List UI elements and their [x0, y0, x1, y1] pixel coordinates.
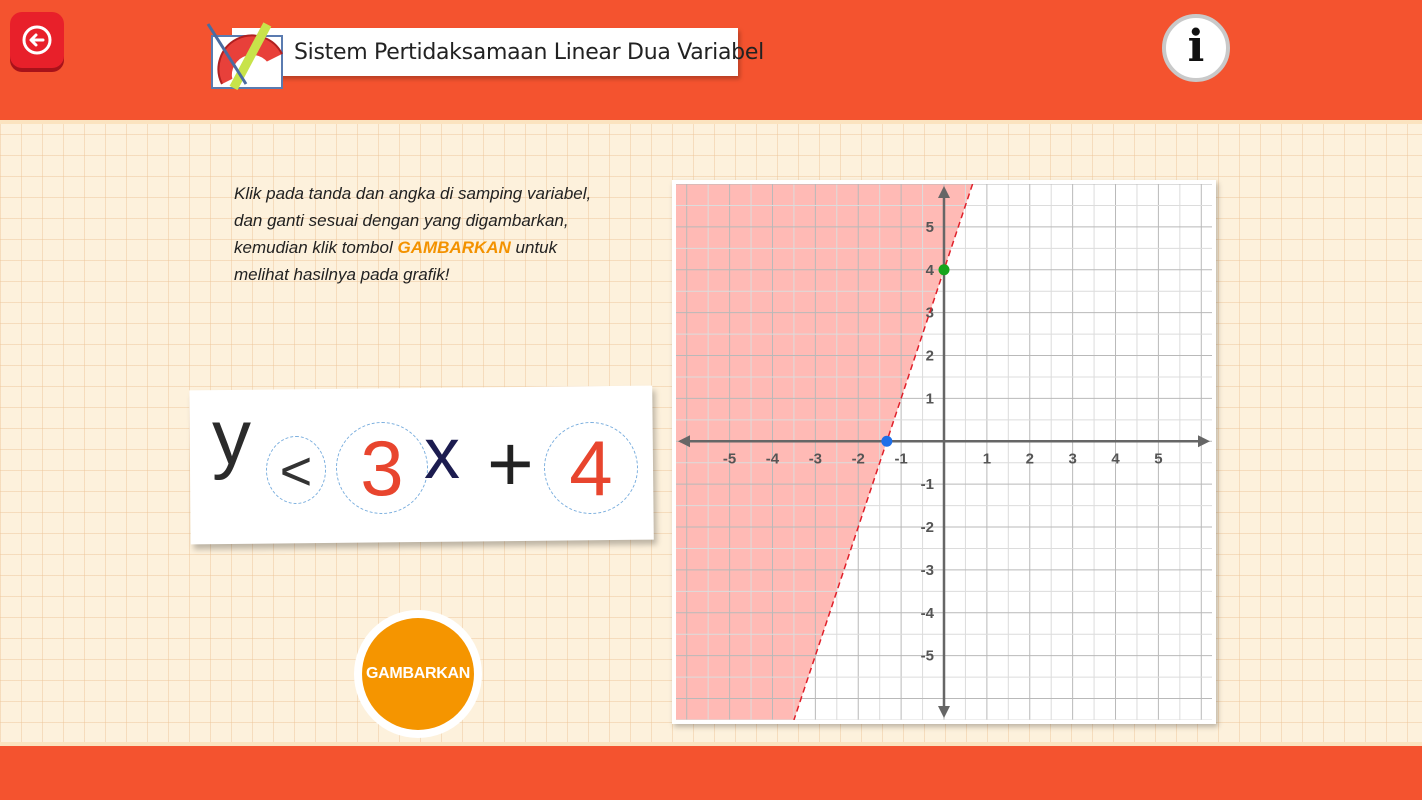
x-tick-label: 2 [1025, 450, 1034, 468]
y-tick-label: 5 [925, 218, 934, 236]
draw-button[interactable]: GAMBARKAN [362, 618, 474, 730]
back-button[interactable] [10, 12, 64, 68]
instructions-text [234, 180, 614, 288]
info-icon: i [1187, 21, 1205, 72]
geometry-tools-logo-icon [206, 14, 292, 92]
instructions-part1: Klik pada tanda dan angka di samping variabel, dan ganti sesuai dengan yang digambarkan, kemudian klik tombol [234, 184, 592, 257]
equation-lhs: y [212, 393, 251, 481]
x-tick-label: 1 [982, 450, 992, 468]
footer-bar [0, 746, 1422, 800]
header-divider [0, 120, 1422, 124]
equation-variable: x [424, 414, 460, 494]
y-tick-label: -2 [920, 519, 934, 537]
x-tick-label: -2 [851, 450, 865, 468]
x-tick-label: -4 [765, 450, 780, 468]
y-tick-label: 4 [925, 261, 934, 279]
y-tick-label: -3 [920, 561, 934, 579]
constant-selector[interactable]: 4 [544, 422, 638, 514]
instructions-highlight: GAMBARKAN [397, 238, 511, 257]
inequality-sign-selector[interactable]: < [266, 436, 326, 504]
equation-operator: + [487, 419, 534, 508]
y-intercept-point [939, 264, 950, 275]
x-tick-label: 4 [1111, 450, 1120, 468]
y-tick-label: -1 [920, 476, 934, 494]
x-tick-label: 3 [1068, 450, 1077, 468]
inequality-graph [676, 184, 1212, 720]
x-tick-label: -5 [722, 450, 737, 468]
x-intercept-point [881, 436, 892, 447]
coefficient-selector[interactable]: 3 [336, 422, 428, 514]
page-title: Sistem Pertidaksamaan Linear Dua Variabel [294, 40, 764, 65]
y-tick-label: 3 [925, 304, 934, 322]
y-tick-label: -5 [920, 647, 934, 665]
info-button[interactable] [1162, 14, 1230, 82]
y-tick-label: -4 [920, 604, 934, 622]
instructions-part2: untuk melihat hasilnya pada grafik! [234, 238, 558, 284]
x-tick-label: 5 [1154, 450, 1163, 468]
x-tick-label: -3 [808, 450, 823, 468]
y-tick-label: 2 [925, 347, 934, 365]
y-tick-label: 1 [925, 390, 934, 408]
x-tick-label: -1 [894, 450, 908, 468]
back-arrow-icon [21, 24, 53, 56]
